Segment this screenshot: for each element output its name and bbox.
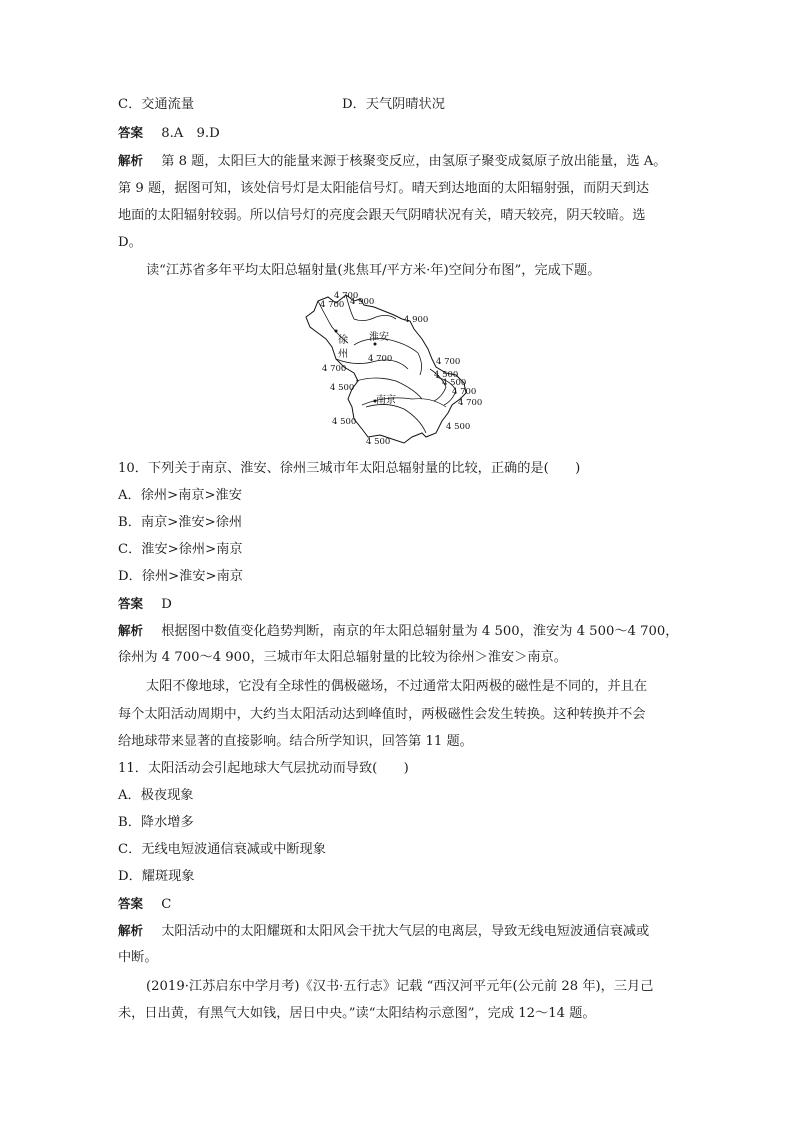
isoline-label: 4 700 (436, 357, 461, 367)
q10-answer (118, 595, 688, 614)
explain-8-9-line-3: 地面的太阳辐射较弱。所以信号灯的亮度会跟天气阴晴状况有关，晴天较亮，阴天较暗。选 (118, 208, 646, 223)
explain-8-9-line-2: 第 9 题，据图可知，该处信号灯是太阳能信号灯。晴天到达地面的太阳辐射强，而阴天到达 (118, 181, 650, 196)
city-nanjing: 南京 (376, 395, 396, 406)
q11-option-a: A．极夜现象 (118, 788, 194, 803)
city-huaian: 淮安 (369, 332, 389, 343)
q10-option-b: B．南京>淮安>徐州 (118, 515, 243, 530)
answer-label: 答案 (118, 896, 144, 911)
isoline-label: 4 700 (458, 398, 483, 408)
explain-8-9-line-4: D。 (118, 235, 142, 250)
isoline-label: 4 700 (322, 364, 347, 374)
explain-label: 解析 (118, 923, 144, 938)
answer-value: D (161, 597, 172, 612)
passage-12-line-1: (2019·江苏启东中学月考)《汉书·五行志》记载 “西汉河平元年(公元前 28 年)，三月己 (146, 979, 654, 994)
answer-value: C (161, 897, 172, 912)
q10-stem: 10．下列关于南京、淮安、徐州三城市年太阳总辐射量的比较，正确的是( ) (118, 461, 581, 476)
isoline-label: 4 700 (452, 387, 477, 397)
jiangsu-radiation-map (296, 287, 496, 447)
q11-option-d: D．耀斑现象 (118, 869, 195, 884)
q11-explain-line-2: 中断。 (118, 950, 158, 965)
explain-text: 第 8 题，太阳巨大的能量来源于核聚变反应，由氢原子聚变成氦原子放出能量，选 A。 (161, 154, 667, 169)
explain-text: 根据图中数值变化趋势判断，南京的年太阳总辐射量为 4 500，淮安为 4 500～4 700， (161, 624, 679, 639)
explain-label: 解析 (118, 153, 144, 168)
q11-explain-line-1 (118, 922, 688, 941)
q10-option-d: D．徐州>淮安>南京 (118, 569, 243, 584)
xuzhou-marker (335, 330, 338, 333)
isoline-label: 4 500 (330, 383, 355, 393)
passage-11-line-3: 给地球带来显著的直接影响。结合所学知识，回答第 11 题。 (118, 734, 473, 749)
passage-11-line-1: 太阳不像地球，它没有全球性的偶极磁场，不过通常太阳两极的磁性是不同的，并且在 (146, 679, 648, 694)
city-zhou: 州 (338, 349, 348, 360)
q10-explain-line-1 (118, 622, 688, 641)
isoline-label: 4 500 (434, 370, 459, 380)
q9-option-d: D．天气阴晴状况 (342, 97, 445, 112)
passage-12-line-2: 未，日出黄，有黑气大如钱，居日中央。”读“太阳结构示意图”，完成 12～14 题。 (118, 1006, 596, 1021)
isoline-label: 4 700 (368, 354, 393, 364)
q10-option-a: A．徐州>南京>淮安 (118, 488, 242, 503)
explain-text: 太阳活动中的太阳耀斑和太阳风会干扰大气层的电离层，导致无线电短波通信衰减或 (161, 924, 650, 939)
isoline-label: 4 900 (404, 315, 429, 325)
isoline-label: 4 700 (334, 291, 359, 301)
explain-label: 解析 (118, 623, 144, 638)
map-intro: 读“江苏省多年平均太阳总辐射量(兆焦耳/平方米·年)空间分布图”，完成下题。 (146, 263, 601, 278)
explain-8-9-line-1 (118, 152, 688, 171)
isoline-label: 4 700 (320, 300, 345, 310)
answer-value: 8.A 9.D (161, 126, 220, 141)
map-svg (296, 287, 496, 447)
q10-explain-line-2: 徐州为 4 700～4 900，三城市年太阳总辐射量的比较为徐州＞淮安＞南京。 (118, 650, 567, 665)
isoline-label: 4 500 (366, 437, 391, 447)
isoline-label: 4 500 (442, 378, 467, 388)
isoline-label: 4 500 (446, 422, 471, 432)
q10-option-c: C．淮安>徐州>南京 (118, 542, 243, 557)
passage-11-line-2: 每个太阳活动周期中，大约当太阳活动达到峰值时，两极磁性会发生转换。这种转换并不会 (118, 707, 646, 722)
isoline-label: 4 900 (350, 297, 375, 307)
q11-stem: 11．太阳活动会引起地球大气层扰动而导致( ) (118, 761, 409, 776)
answer-label: 答案 (118, 125, 144, 140)
q11-answer (118, 895, 688, 914)
city-xu: 徐 (338, 335, 348, 346)
isoline-label: 4 500 (332, 417, 357, 427)
isoline-4500-c (366, 404, 426, 433)
q11-option-b: B．降水增多 (118, 815, 194, 830)
answer-label: 答案 (118, 596, 144, 611)
q11-option-c: C．无线电短波通信衰减或中断现象 (118, 842, 326, 857)
q9-option-c: C．交通流量 (118, 97, 195, 112)
answer-8-9 (118, 124, 688, 143)
